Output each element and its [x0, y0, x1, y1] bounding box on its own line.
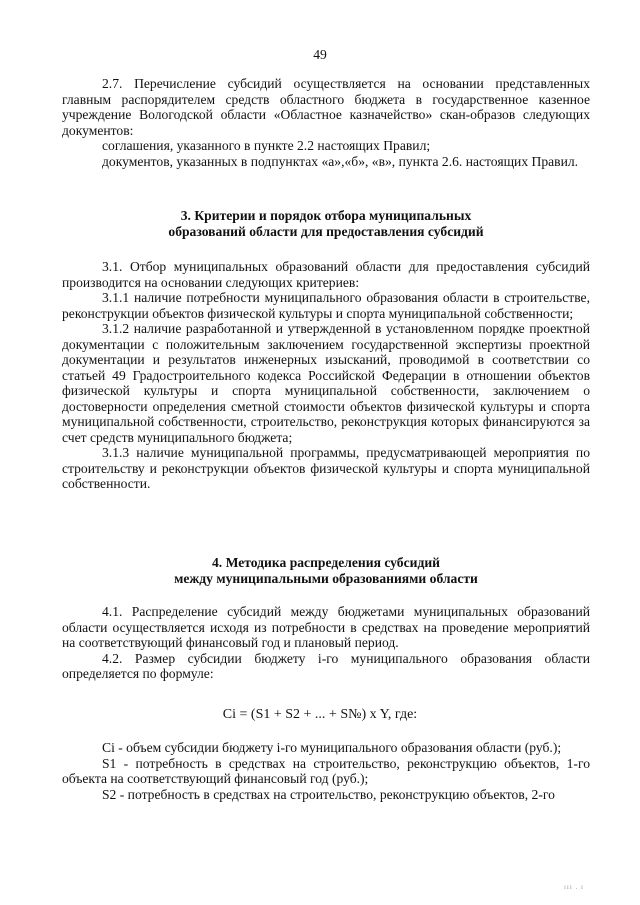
paragraph: соглашения, указанного в пункте 2.2 настоящих Правил;: [102, 138, 431, 153]
formula-legend: [62, 740, 590, 802]
paragraph: 2.7. Перечисление субсидий осуществляется на основании представленных главным распорядителем средств областного бюджета в государственное казенное учреждение Вологодской области «Областное казначейство» скан-образов следующих документов:: [62, 76, 590, 138]
paragraph: 3.1.2 наличие разработанной и утвержденной в установленном порядке проектной документации с положительным заключением государственной экспертизы проектной документации и результатов инженерных изысканий, проводимой в соответствии со статьей 49 Градостроительного кодекса Российской Федерации в отношении объектов физической культуры и спорта муниципальной собственности, заключением о достоверности определения сметной стоимости объектов физической культуры и спорта муниципальной собственности, строительство, реконструкция которых финансируются за счет средств муниципального бюджета;: [62, 321, 590, 445]
paragraph: 3.1.1 наличие потребности муниципального образования области в строительстве, реконструкции объектов физической культуры и спорта муниципальной собственности;: [62, 290, 590, 321]
page-number: 49: [313, 47, 327, 62]
footer-mark: ııı . ı: [563, 883, 584, 891]
heading-section-4: [62, 555, 590, 586]
heading-section-3: [62, 208, 590, 239]
paragraph: S2 - потребность в средствах на строительство, реконструкцию объектов, 2-го: [102, 786, 555, 802]
heading-line: 3. Критерии и порядок отбора муниципальных: [180, 208, 472, 223]
heading-line: образований области для предоставления субсидий: [168, 223, 484, 239]
section-4: [62, 604, 590, 682]
heading-line: между муниципальными образованиями области: [174, 570, 478, 586]
heading-line: 4. Методика распределения субсидий: [211, 555, 440, 570]
paragraph: 4.2. Размер субсидии бюджету i-го муниципального образования области определяется по формуле:: [62, 650, 590, 681]
paragraph: документов, указанных в подпунктах «а»,«б», «в», пункта 2.6. настоящих Правил.: [102, 153, 579, 169]
paragraph: 3.1.3 наличие муниципальной программы, предусматривающей мероприятия по строительству и реконструкции объектов физической культуры и спорта муниципальной собственности.: [62, 445, 590, 491]
paragraph: 3.1. Отбор муниципальных образований области для предоставления субсидий производится на основании следующих критериев:: [62, 259, 590, 290]
paragraph: S1 - потребность в средствах на строительство, реконструкцию объектов, 1-го объекта на соответствующий финансовый год (руб.);: [62, 755, 590, 786]
section-2-7: [62, 76, 590, 169]
section-3: [62, 259, 590, 492]
paragraph: 4.1. Распределение субсидий между бюджетами муниципальных образований области осуществляется исходя из потребности в средствах на проведение мероприятий на соответствующий финансовый год и плановый период.: [62, 604, 590, 650]
paragraph: Ci - объем субсидии бюджету i-го муниципального образования области (руб.);: [102, 740, 562, 755]
formula: Ci = (S1 + S2 + ... + S№) x Y, где:: [222, 707, 418, 722]
